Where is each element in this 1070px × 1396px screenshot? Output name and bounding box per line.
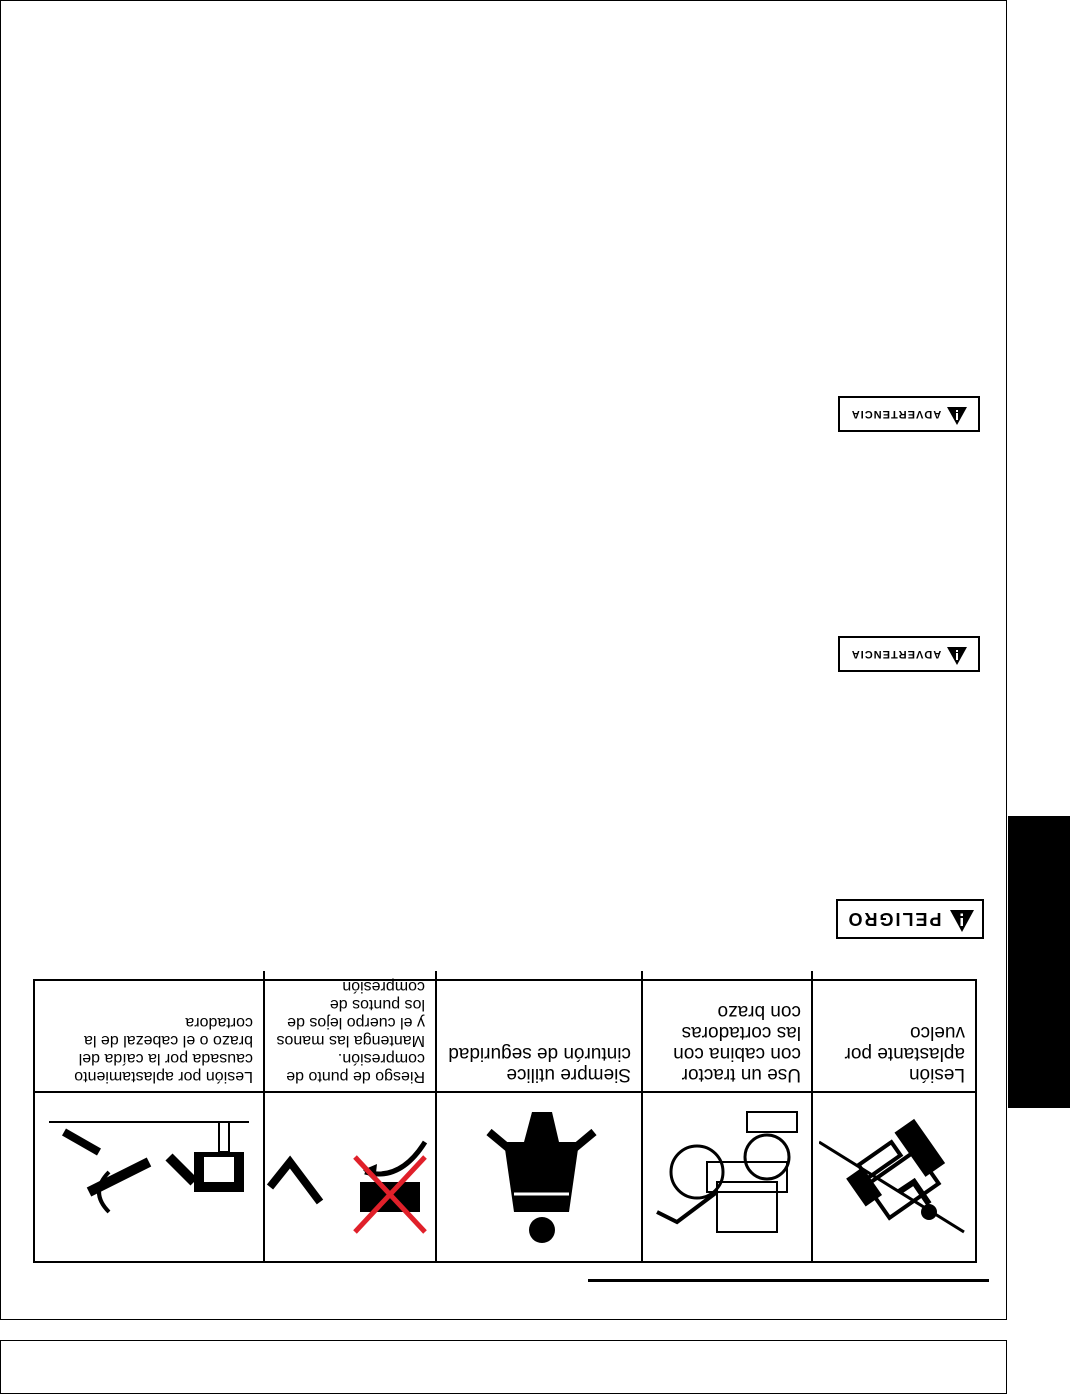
warning-sign-label: ADVERTENCIA [850, 648, 942, 660]
safety-decal [33, 979, 977, 1263]
decal-text-seatbelt: Siempre utilice cinturón de seguridad [435, 971, 641, 1091]
decal-text-falling-boom: Lesión por aplastamiento causada por la caída del brazo o el cabezal de la cortadora [74, 1014, 253, 1085]
warning-sign [838, 396, 980, 432]
decal-picture-rollover [811, 1091, 975, 1261]
footer-frame [0, 1340, 1007, 1394]
pinch-point-hand-icon [265, 1102, 435, 1252]
decal-picture-pinch [263, 1091, 435, 1261]
decal-text-rollover: Lesión aplastante por vuelco [811, 971, 975, 1091]
danger-sign-label: PELIGRO [846, 909, 942, 930]
warning-triangle-icon [947, 403, 967, 426]
decal-picture-cab [641, 1091, 811, 1261]
seat-belt-icon [464, 1102, 614, 1252]
bottom-rule [588, 1279, 989, 1282]
tractor-rollover-icon [819, 1102, 969, 1252]
danger-sign [836, 899, 984, 939]
decal-text-pinch: Riesgo de punto de compresión. Mantenga las manos y el cuerpo lejos de los puntos de compresión [263, 971, 435, 1091]
decal-picture-falling-boom [35, 1091, 263, 1261]
danger-triangle-icon [950, 906, 974, 933]
tractor-cab-icon [647, 1102, 807, 1252]
decal-picture-seatbelt [435, 1091, 641, 1261]
decal-text-cab: Use un tractor con cabina con las cortadoras con brazo [641, 971, 811, 1091]
falling-boom-crush-icon [49, 1102, 249, 1252]
warning-sign-label: ADVERTENCIA [850, 408, 942, 420]
section-side-tab [1008, 816, 1070, 1108]
warning-sign [838, 636, 980, 672]
warning-triangle-icon [947, 643, 967, 666]
